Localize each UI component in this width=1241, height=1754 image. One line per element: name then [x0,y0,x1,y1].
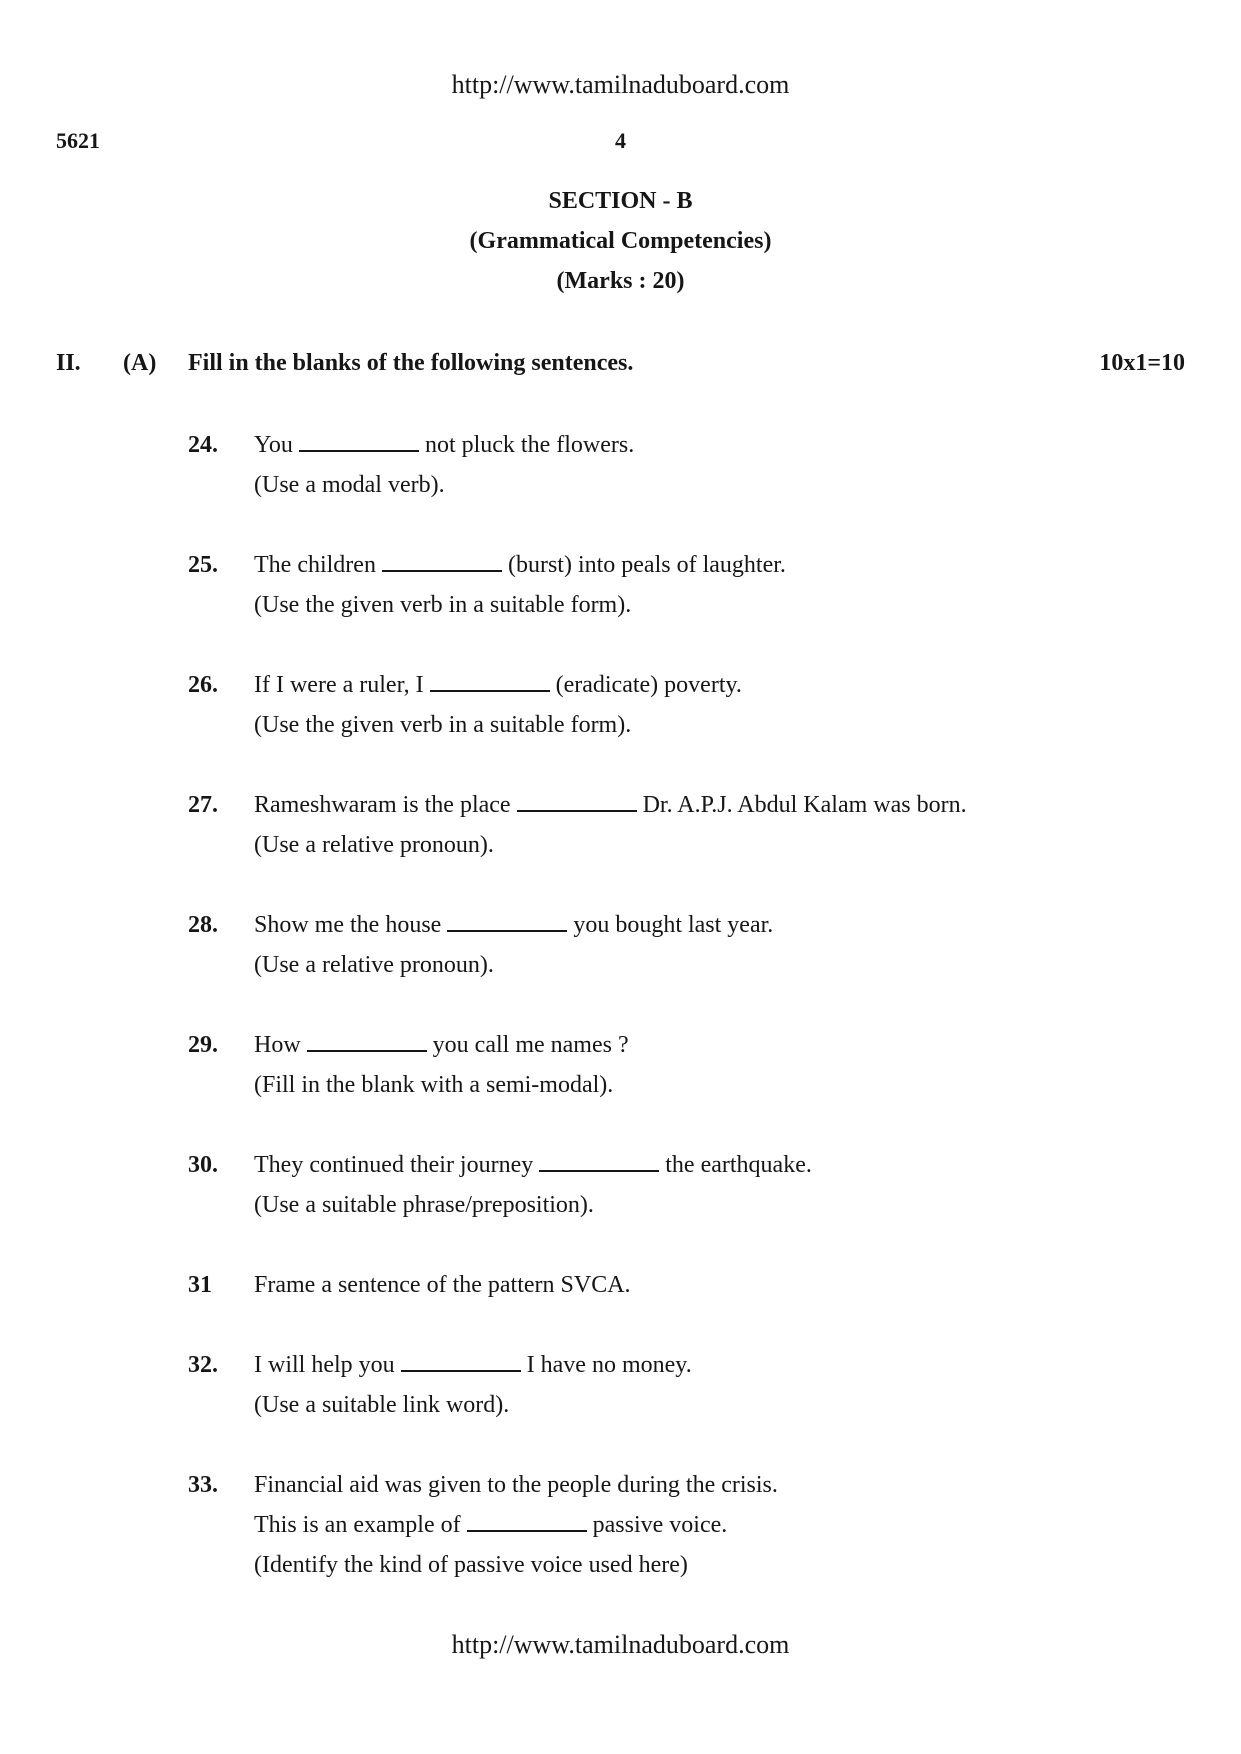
page-number: 4 [615,128,626,153]
question-hint: (Use a modal verb). [254,472,445,498]
answer-blank[interactable] [307,1030,427,1052]
answer-blank[interactable] [447,910,567,932]
section-title: SECTION - B [548,188,693,214]
question-hint: (Identify the kind of passive voice used here) [254,1552,688,1578]
question-text-end: I have no money. [526,1352,692,1378]
answer-blank[interactable] [539,1150,659,1172]
question-text-start: If I were a ruler, I [254,672,424,698]
question-number: 27. [188,792,218,818]
question-number: 26. [188,672,218,698]
question-text-end: you call me names ? [432,1032,629,1058]
answer-blank[interactable] [430,670,550,692]
question-hint: (Use the given verb in a suitable form). [254,712,632,738]
question-text-end: not pluck the flowers. [424,432,635,458]
answer-blank[interactable] [299,430,419,452]
question-number: 30. [188,1152,218,1178]
question-hint: (Use the given verb in a suitable form). [254,592,632,618]
question-hint: (Use a suitable link word). [254,1392,510,1418]
question-statement: Financial aid was given to the people during the crisis. [254,1472,778,1498]
question-number: 32. [188,1352,218,1378]
question-text-start: The children [254,552,376,578]
question-text-end: (burst) into peals of laughter. [507,552,786,578]
question-text-start: How [254,1032,301,1058]
question-text-end: (eradicate) poverty. [555,672,742,698]
question-text: Frame a sentence of the pattern SVCA. [254,1272,631,1298]
paper-code: 5621 [56,128,100,153]
part-instruction: Fill in the blanks of the following sentences. [188,350,634,376]
question-text-start: Show me the house [254,912,442,938]
question-text-end: you bought last year. [573,912,774,938]
question-text-start: I will help you [254,1352,395,1378]
question-hint: (Use a relative pronoun). [254,952,494,978]
answer-blank[interactable] [382,550,502,572]
question-number: 31 [188,1272,212,1298]
section-subtitle: (Grammatical Competencies) [469,228,772,254]
answer-blank[interactable] [517,790,637,812]
question-text-end: passive voice. [592,1512,728,1538]
question-text-end: the earthquake. [665,1152,812,1178]
question-hint: (Fill in the blank with a semi-modal). [254,1072,614,1098]
question-text-start: Rameshwaram is the place [254,792,511,818]
question-number: 33. [188,1472,218,1498]
part-marks: 10x1=10 [1099,350,1185,376]
question-hint: (Use a suitable phrase/preposition). [254,1192,594,1218]
question-number: 29. [188,1032,218,1058]
question-text-start: They continued their journey [254,1152,534,1178]
part-letter: (A) [123,350,157,376]
question-text-start: This is an example of [254,1512,461,1538]
answer-blank[interactable] [401,1350,521,1372]
section-marks: (Marks : 20) [556,268,685,294]
part-roman: II. [56,350,81,376]
answer-blank[interactable] [467,1510,587,1532]
question-text-end: Dr. A.P.J. Abdul Kalam was born. [642,792,967,818]
question-number: 24. [188,432,218,458]
footer-url: http://www.tamilnaduboard.com [451,1630,790,1659]
question-hint: (Use a relative pronoun). [254,832,494,858]
question-number: 28. [188,912,218,938]
question-text-start: You [254,432,293,458]
question-number: 25. [188,552,218,578]
header-url: http://www.tamilnaduboard.com [451,70,790,99]
